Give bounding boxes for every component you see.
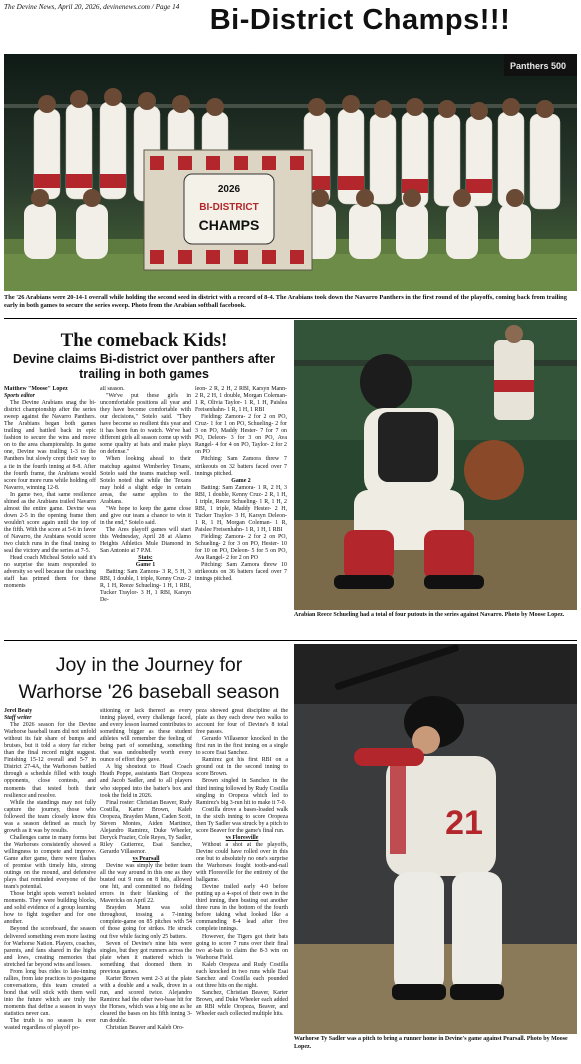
svg-text:21: 21 <box>445 804 483 842</box>
game2-fielding: Fielding: Zamora- 2 for 2 on PO, Schueling- 2 for 3 on PO, Hester- 10 for 10 on PO, Deleon- 5 for 5 on PO, Ava Rangel- 2 for 2 on PO <box>195 533 287 562</box>
story2-paragraph: While the standings may not fully capture the journey, those who followed the team closely know this was a season defined as much by growth as it was by results. <box>4 799 96 834</box>
story1-paragraph: In game two, that same resilience shined as the Arabians trailed Navarro almost the entire game. Devine was down 2-5 in the opening frame then wouldn't score again until the top of the fifth. With the score at 5-6 in favor of Navarro, the Arabians would score two clutch runs in the final inning to seal the victory and the series at 7-5. <box>4 491 96 555</box>
story2-paragraph: The 2026 season for the Devine Warhorse baseball team did not unfold without its fair share of bumps and bruises, but it told a story far richer than the final record might suggest. Finishing 15-12 overall and 5-7 in District 27-4A, the Warhorses battled through a schedule filled with tough opponents, close contests, and moments that tested both their resilience and resolve. <box>4 722 96 799</box>
game1-fielding: Fielding: Zamora- 2 for 2 on PO, Cruz- 1 for 1 on PO, Schueling- 2 for 3 on PO, Maddy Hester- 7 for 7 on PO, Deleon- 3 for 3 on PO, Ava Rangel- 4 for 4 on PO, Taylor- 2 for 2 on PO <box>195 414 287 456</box>
story2-paragraph: Challenges came in many forms but the Warhorses consistently showed a willingness to compete and improve. Game after game, there were flashes of promise with timely hits, strong outings on the mound, and defensive plays that reminded everyone of the team's potential. <box>4 834 96 891</box>
story1-column-3 <box>195 386 287 618</box>
story1-paragraph: "We hope to keep the game close and give our team a chance to win it in the end," Sotelo said. <box>100 505 191 526</box>
section-divider <box>4 318 577 319</box>
page-title: Bi-District Champs!!! <box>209 4 511 36</box>
story2-paragraph: Devine was simply the better team all the way around in this one as they busted out 9 runs on 8 hits, allowed one hit, and committed no fielding errors in their blanking of the Mavericks on April 22. <box>100 863 192 905</box>
story1-paragraph: all season. <box>100 386 125 392</box>
banner-title: BI-DISTRICT <box>199 202 259 213</box>
story2-paragraph: peza showed great discipline at the plate as they each drew two walks to account for four of Devine's 8 total free passes. <box>196 708 288 736</box>
story2-paragraph: Ramirez got his first RBI on a ground out in the second inning to score Brown. <box>196 757 288 778</box>
banner-champs: CHAMPS <box>198 217 260 233</box>
story2-paragraph: A big shoutout to Head Coach Heath Poppe, assistants Bart Oropeza and Jacob Sadler, and to all players who stepped into the batter's box and took the field in 2026. <box>100 764 192 799</box>
story2-paragraph: Those bright spots weren't isolated moments. They were building blocks, and solid evidence of a group learning how to fight together and for one another. <box>4 891 96 926</box>
story2-paragraph: However, the Tigers got their bats going to score 7 runs over their final two at-bats to claim the 8-3 win on Warhorse Field. <box>196 933 288 961</box>
story1-headline: The comeback Kids! <box>60 330 228 351</box>
champs-banner <box>144 150 312 270</box>
story1-column-1 <box>4 386 96 618</box>
team-photo <box>4 54 577 291</box>
story2-paragraph: Seven of Devine's nine hits were singles, but they got runners across the plate when it mattered which is something that doomed them in previous games. <box>100 940 192 975</box>
stats-label: Stats: <box>138 555 153 562</box>
story2-column-1 <box>4 708 96 1064</box>
game2-batting: Batting: Sam Zamora- 1 R, 2 H, 3 RBI, 1 double, Kenny Cruz- 2 R, 1 H, 1 triple, Reeze Schueling- 1 R, 1 H, 2 RBI, 1 triple, Maddy Hester- 2 H, Tucker Traylor- 3 H, Karsyn Deleon- 1 R, 1 H, Morgan Coleman- 1 R, Paislee Freisenhahn- 1 R, 1 H, 1 RBI <box>195 484 287 533</box>
section-divider <box>4 640 577 641</box>
batter-photo-caption: Warhorse Ty Sadler was a pitch to bring a runner home in Devine's game against Pearsall. Photo by Moose Lopez. <box>294 1036 568 1050</box>
story2-paragraph: From long bus rides to late-inning rallies, from late practices to postgame conversations, this team created a bond that will stick with them well into the future which are truly the moments that define a season in ways statistics never can. <box>4 968 96 1018</box>
story2-byline: Jerel Beaty <box>4 708 33 714</box>
story2-paragraph: Brayden Mann was solid throughout, tossing a 7-inning complete-game on 85 pitches with 54 of those going for strikes. He struck out five while facing only 25 batters. <box>100 905 192 940</box>
story2-headline-line1: Joy in the Journey for <box>55 654 243 676</box>
story1-column-2 <box>100 386 191 618</box>
story2-paragraph: Costilla drove a bases-loaded walk in the sixth inning to score Oropeza then Ty Sadler was struck by a pitch to score Beaver for the game's final run. <box>196 806 288 834</box>
story2-role: Staff writer <box>4 715 32 722</box>
game1-label: Game 1 <box>135 562 156 569</box>
story2-paragraph: Beyond the scoreboard, the season delivered something even more lasting for Warhorse Nation. Players, coaches, parents, and fans shared in the highs and lows, creating memories that stretched far beyond wins and losses. <box>4 926 96 968</box>
story2-headline <box>4 652 294 706</box>
story2-paragraph: sitioning or lack thereof as every inning played, every challenge faced, and every lesson learned contributes to something bigger as these student athletes will remember the feeling of being part of something, something that was undoubtedly worth every ounce of effort they gave. <box>100 708 192 764</box>
scoreboard-text: Panthers 500 <box>510 61 567 71</box>
game1-batting-cont: leon- 2 R, 2 H, 2 RBI, Karsyn Mann- 2 R, 2 H, 1 double, Morgan Coleman- 1 R, Olivia Taylor- 1 R, 1 H, Paislea Freisenhahn- 1 R, 1 H, 1 RBI <box>195 386 287 414</box>
team-photo-caption: The '26 Arabians were 20-14-1 overall while holding the second seed in district with a record of 8-4. The Arabians took down the Navarro Panthers in the first round of the playoffs, coming back from trailing early in both games to secure the series sweep. Photo from the Arabian softball facebook. <box>4 294 567 309</box>
story1-paragraph: "We've put these girls in uncomfortable positions all year and they have become comfortable with our decisions," Sotelo said. "They have become so resilient this year and it has been fun to watch. We've had different girls all season come up with some quality at bats and make plays on defense." <box>100 393 191 456</box>
story2-paragraph: Final roster: Christian Beaver, Rudy Costilla, Karter Brown, Kaleb Oropeza, Brayden Mann, Caden Scott, Steven Montes, Aiden Martinez, Alejandro Ramirez, Duke Wheeler, Deryck Frazier, Cole Reyes, Ty Sadler, Riley Gutierrez, Esai Sanchez, Gerardo Villasenor. <box>100 799 192 855</box>
story2-paragraph: Sanchez, Christian Beaver, Karter Brown, and Duke Wheeler each added an RBI while Oropeza, Beaver, and Wheeler each collected multiple hits. <box>196 989 288 1018</box>
game1-batting: Batting: Sam Zamora- 3 R, 5 H, 3 RBI, 1 double, 1 triple, Kenny Cruz- 2 R, 1 H, Reeze Schueling- 1 H, 1 RBI, Tucker Traylor- 3 H, 1 RBI, Karsyn De- <box>100 569 191 604</box>
story2-headline-line2: Warhorse '26 baseball season <box>18 681 280 703</box>
story1-byline: Matthew "Moose" Lopez <box>4 386 68 392</box>
story1-paragraph: When looking ahead to their matchup against Wimberley Texans, Sotelo said the teams matchup well. Sotelo noted that while the Texans may hold a slight edge in certain areas, the same applies to the Arabians. <box>100 456 191 505</box>
story2-paragraph: Christian Beaver and Kaleb Oro- <box>106 1025 184 1032</box>
banner-year: 2026 <box>217 184 241 195</box>
story2-paragraph: Gerardo Villasenor knocked in the first run in the first inning on a single to score Esai Sanchez. <box>196 736 288 757</box>
page-header: The Devine News, April 20, 2026, devinenews.com / Page 14 <box>4 3 180 11</box>
story1-role: Sports editor <box>4 393 35 400</box>
story2-column-2 <box>100 708 192 1064</box>
story2-paragraph: Kaleb Oropeza and Rudy Costilla each knocked in two runs while Esai Sanchez and Costilla each pounded out three hits on the night. <box>196 961 288 989</box>
story2-paragraph: Karter Brown went 2-3 at the plate with a double and a walk, drove in a run, and scored twice. Alejandro Ramirez had the other two-base hit for the Horses, which was a big one as he cleared the bases on his fifth inning 3-run double. <box>100 975 192 1025</box>
game1-pitching: Pitching: Sam Zamora threw 7 strikeouts on 32 batters faced over 7 innings pitched. <box>195 456 287 477</box>
catcher-photo-caption: Arabian Reece Schueling had a total of four putouts in the series against Navarro. Photo by Moose Lopez. <box>294 612 565 618</box>
story2-column-3 <box>196 708 288 1064</box>
catcher-photo <box>294 320 577 610</box>
game2-pitching: Pitching: Sam Zamora threw 10 strikeouts on 36 batters faced over 7 innings pitched. <box>195 562 287 583</box>
story2-paragraph: The truth is no season is ever wasted regardless of playoff po- <box>4 1018 96 1032</box>
pearsall-subhead: vs Pearsall <box>132 855 160 862</box>
story1-paragraph: Head coach Micheal Sotelo said it's no surprise the team responded to adversity so well because the coaching staff has primed them for these moments <box>4 555 96 590</box>
story1-paragraph: The Ares playoff games will start this Wednesday, April 28 at Alamo Heights Athletics Mule Diamond in San Antonio at 7 P.M. <box>100 526 191 555</box>
floresville-subhead: vs Floresville <box>225 834 259 841</box>
story1-paragraph: The Devine Arabians snag the bi-district championship after the series sweep against the Navarro Panthers. The Arabians began both games trailing and battled back in epic fashion to secure the wins and move on to the area championship. In game one, Devine was trailing 1-3 to the Panthers but slowly crept their way to a tie in the fourth inning at 8-8. After the fourth frame, the Arabians would score four more runs while holding off Navarro, winning 12-8. <box>4 400 96 491</box>
batter-photo <box>294 644 577 1034</box>
story2-paragraph: Devine trailed early 4-0 before putting up a 4-spot of their own in the third inning, then busting out another three runs in the bottom of the fourth before taking what looked like a commanding 8-4 lead after five complete innings. <box>196 884 288 933</box>
story2-paragraph: Brown singled in Sanchez in the third inning followed by Rudy Costilla singling in Oropeza which led to Ramirez's big 3-run hit to make it 7-0. <box>196 778 288 806</box>
story2-paragraph: Without a shot at the playoffs, Devine could have rolled over in this one but to absolutely no one's surprise the Warhorses fought tooth-and-nail with Floresville for the entirety of the ballgame. <box>196 841 288 884</box>
game2-label: Game 2 <box>231 477 251 484</box>
story1-deck: Devine claims Bi-district over panthers after trailing in both games <box>13 352 275 381</box>
